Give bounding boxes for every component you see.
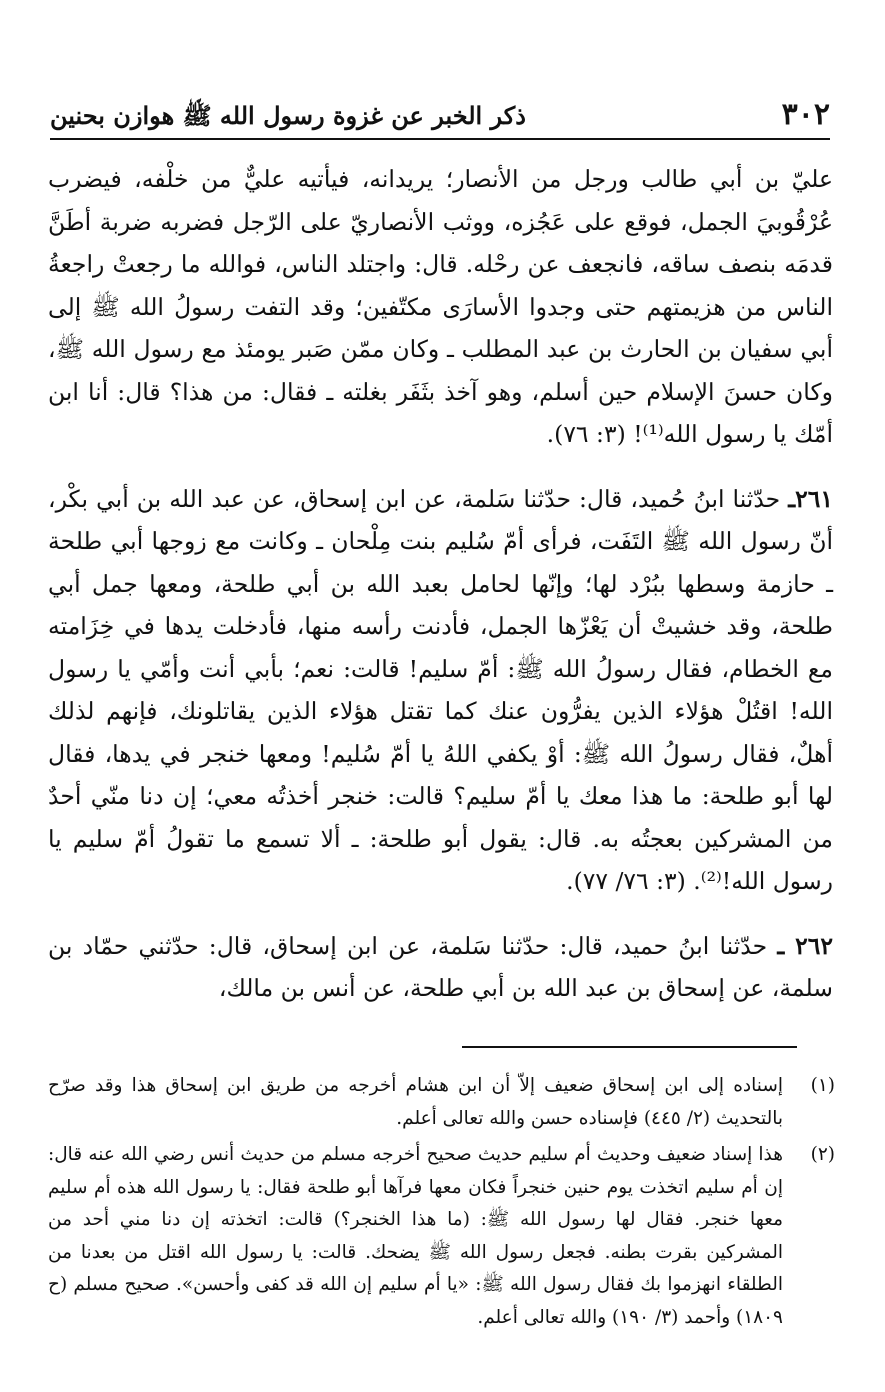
page-header [50,96,830,140]
footnote-2-marker: (٢) [810,1144,835,1165]
main-text [48,158,833,1010]
paragraph-261-text: حدّثنا ابنُ حُميد، قال: حدّثنا سَلمة، عن ابن إسحاق، عن عبد الله بن أبي بكْر، أنّ رسول الله ﷺ التَفَت، فرأى أمّ سُليم بنت مِلْحان ـ وكانت مع زوجها أبي طلحة ـ حازمة وسطها ببُرْد لها؛ وإنّها لحامل بعبد الله بن أبي طلحة، ومعها جمل أبي طلحة، وقد خشيتْ أن يَعْزّها الجمل، فأدنت رأسه منها، فأدخلت يدها في خِزَامته مع الخطام، فقال رسولُ الله ﷺ: أمّ سليم! قالت: نعم؛ بأبي أنت وأمّي يا رسول الله! اقتُلْ هؤلاء الذين يفرُّون عنك كما تقتل هؤلاء الذين يقاتلونك، فإنهم لذلك أهلٌ، فقال رسولُ الله ﷺ: أوْ يكفي اللهُ يا أمّ سُليم! ومعها خنجر في يدها، فقال لها أبو طلحة: ما هذا معك يا أمّ سليم؟ قالت: خنجر أخذتُه معي؛ إن دنا منّي أحدٌ من المشركين بعجتُه به. قال: يقول أبو طلحة: ـ ألا تسمع ما تقولُ أمّ سليم يا رسول الله!⁽²⁾. (٣: ٧٦/ ٧٧). [48,484,833,895]
paragraph-262 [48,925,833,1010]
paragraph-continuation: عليّ بن أبي طالب ورجل من الأنصار؛ يريدانه، فيأتيه عليٌّ من خلْفه، فيضرب عُرْقُوبيَ الجمل، فوقع على عَجُزه، ووثب الأنصاريّ على الرّجل فضربه ضربة أطَنَّ قدمَه بنصف ساقه، فانجعف عن رحْله. قال: واجتلد الناس، فوالله ما رجعتْ راجعةُ الناس من هزيمتهم حتى وجدوا الأسارَى مكتّفين؛ وقد التفت رسولُ الله ﷺ إلى أبي سفيان بن الحارث بن عبد المطلب ـ وكان ممّن صَبر يومئذ مع رسول الله ﷺ، وكان حسنَ الإسلام حين أسلم، وهو آخذ بثَفَر بغلته ـ فقال: من هذا؟ قال: أنا ابن أمّك يا رسول الله⁽¹⁾! (٣: ٧٦). [48,165,833,448]
footnote-2 [48,1139,835,1334]
footnotes [48,1070,835,1338]
footnote-2-text: هذا إسناد ضعيف وحديث أم سليم حديث صحيح أخرجه مسلم من حديث أنس رضي الله عنه قال: إن أم سليم اتخذت يوم حنين خنجراً فكان معها فرآها أبو طلحة فقال: يا رسول الله هذه أم سليم معها خنجر. فقال لها رسول الله ﷺ: (ما هذا الخنجر؟) قالت: اتخذته إن دنا مني أحد من المشركين بقرت بطنه. فجعل رسول الله ﷺ يضحك. قالت: يا رسول الله اقتل من بعدنا من الطلقاء انهزموا بك فقال رسول الله ﷺ: «يا أم سليم إن الله قد كفى وأحسن». صحيح مسلم (ح ١٨٠٩) وأحمد (٣/ ١٩٠) والله تعالى أعلم. [48,1144,783,1328]
narration-number-261: ٢٦١ـ [788,484,833,513]
footnote-1 [48,1070,835,1135]
narration-number-262: ٢٦٢ ـ [777,931,833,960]
page-number: ٣٠٢ [781,97,830,132]
footnote-1-marker: (١) [810,1075,835,1096]
paragraph-261 [48,478,833,903]
footnote-divider [462,1046,797,1048]
paragraph-262-text: حدّثنا ابنُ حميد، قال: حدّثنا سَلمة، عن ابن إسحاق، قال: حدّثني حمّاد بن سلمة، عن إسحاق بن عبد الله بن أبي طلحة، عن أنس بن مالك، [48,931,833,1002]
footnote-1-text: إسناده إلى ابن إسحاق ضعيف إلاّ أن ابن هشام أخرجه من طريق ابن إسحاق هذا وقد صرّح بالتحديث (٢/ ٤٤٥) فإسناده حسن والله تعالى أعلم. [48,1075,783,1129]
running-title: ذكر الخبر عن غزوة رسول الله ﷺ هوازن بحنين [50,101,526,130]
